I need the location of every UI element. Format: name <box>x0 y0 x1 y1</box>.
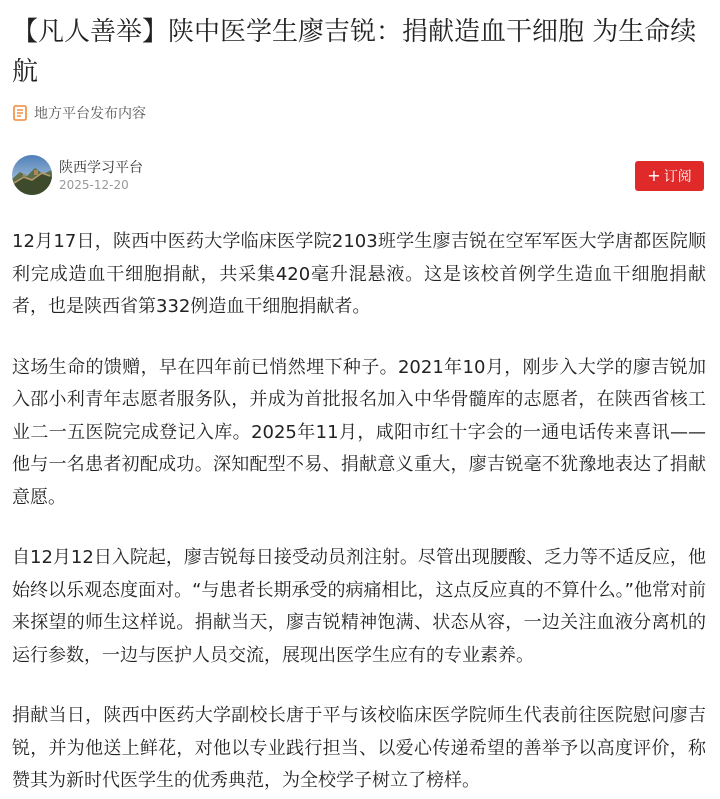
source-row <box>12 102 146 124</box>
article-title: 【凡人善举】陕中医学生廖吉锐：捐献造血干细胞 为生命续航 <box>12 17 697 87</box>
article-paragraph: 自12月12日入院起，廖吉锐每日接受动员剂注射。尽管出现腰酸、乏力等不适反应，他始终以乐观态度面对。“与患者长期承受的病痛相比，这点反应真的不算什么。”他常对前来探望的师生这样说。捐献当天，廖吉锐精神饱满、状态从容，一边关注血液分离机的运行参数，一边与医护人员交流，展现出医学生应有的专业素养。 <box>12 547 706 666</box>
publish-date: 2025-12-20 <box>59 178 129 192</box>
author-name[interactable]: 陕西学习平台 <box>59 160 143 176</box>
article-paragraph: 这场生命的馈赠，早在四年前已悄然埋下种子。2021年10月，刚步入大学的廖吉锐加入邵小利青年志愿者服务队，并成为首批报名加入中华骨髓库的志愿者，在陕西省核工业二一五医院完成登记入库。2025年11月，咸阳市红十字会的一通电话传来喜讯——他与一名患者初配成功。深知配型不易、捐献意义重大，廖吉锐毫不犹豫地表达了捐献意愿。 <box>12 356 706 508</box>
plus-icon: + <box>647 166 661 185</box>
article-paragraph: 捐献当日，陕西中医药大学副校长唐于平与该校临床医学院师生代表前往医院慰问廖吉锐，并为他送上鲜花，对他以专业践行担当、以爱心传递希望的善举予以高度评价，称赞其为新时代医学生的优秀典范，为全校学子树立了榜样。 <box>12 705 706 791</box>
article-paragraph: 12月17日，陕西中医药大学临床医学院2103班学生廖吉锐在空军军医大学唐都医院顺利完成造血干细胞捐献，共采集420毫升混悬液。这是该校首例学生造血干细胞捐献者，也是陕西省第332例造血干细胞捐献者。 <box>12 231 706 317</box>
subscribe-button[interactable] <box>635 161 704 191</box>
document-badge-icon <box>12 105 28 121</box>
author-row <box>12 155 704 197</box>
article-body <box>12 226 706 799</box>
avatar[interactable] <box>12 155 52 195</box>
subscribe-label: 订阅 <box>663 169 692 185</box>
great-wall-avatar-icon <box>12 155 52 195</box>
source-label: 地方平台发布内容 <box>34 106 146 122</box>
